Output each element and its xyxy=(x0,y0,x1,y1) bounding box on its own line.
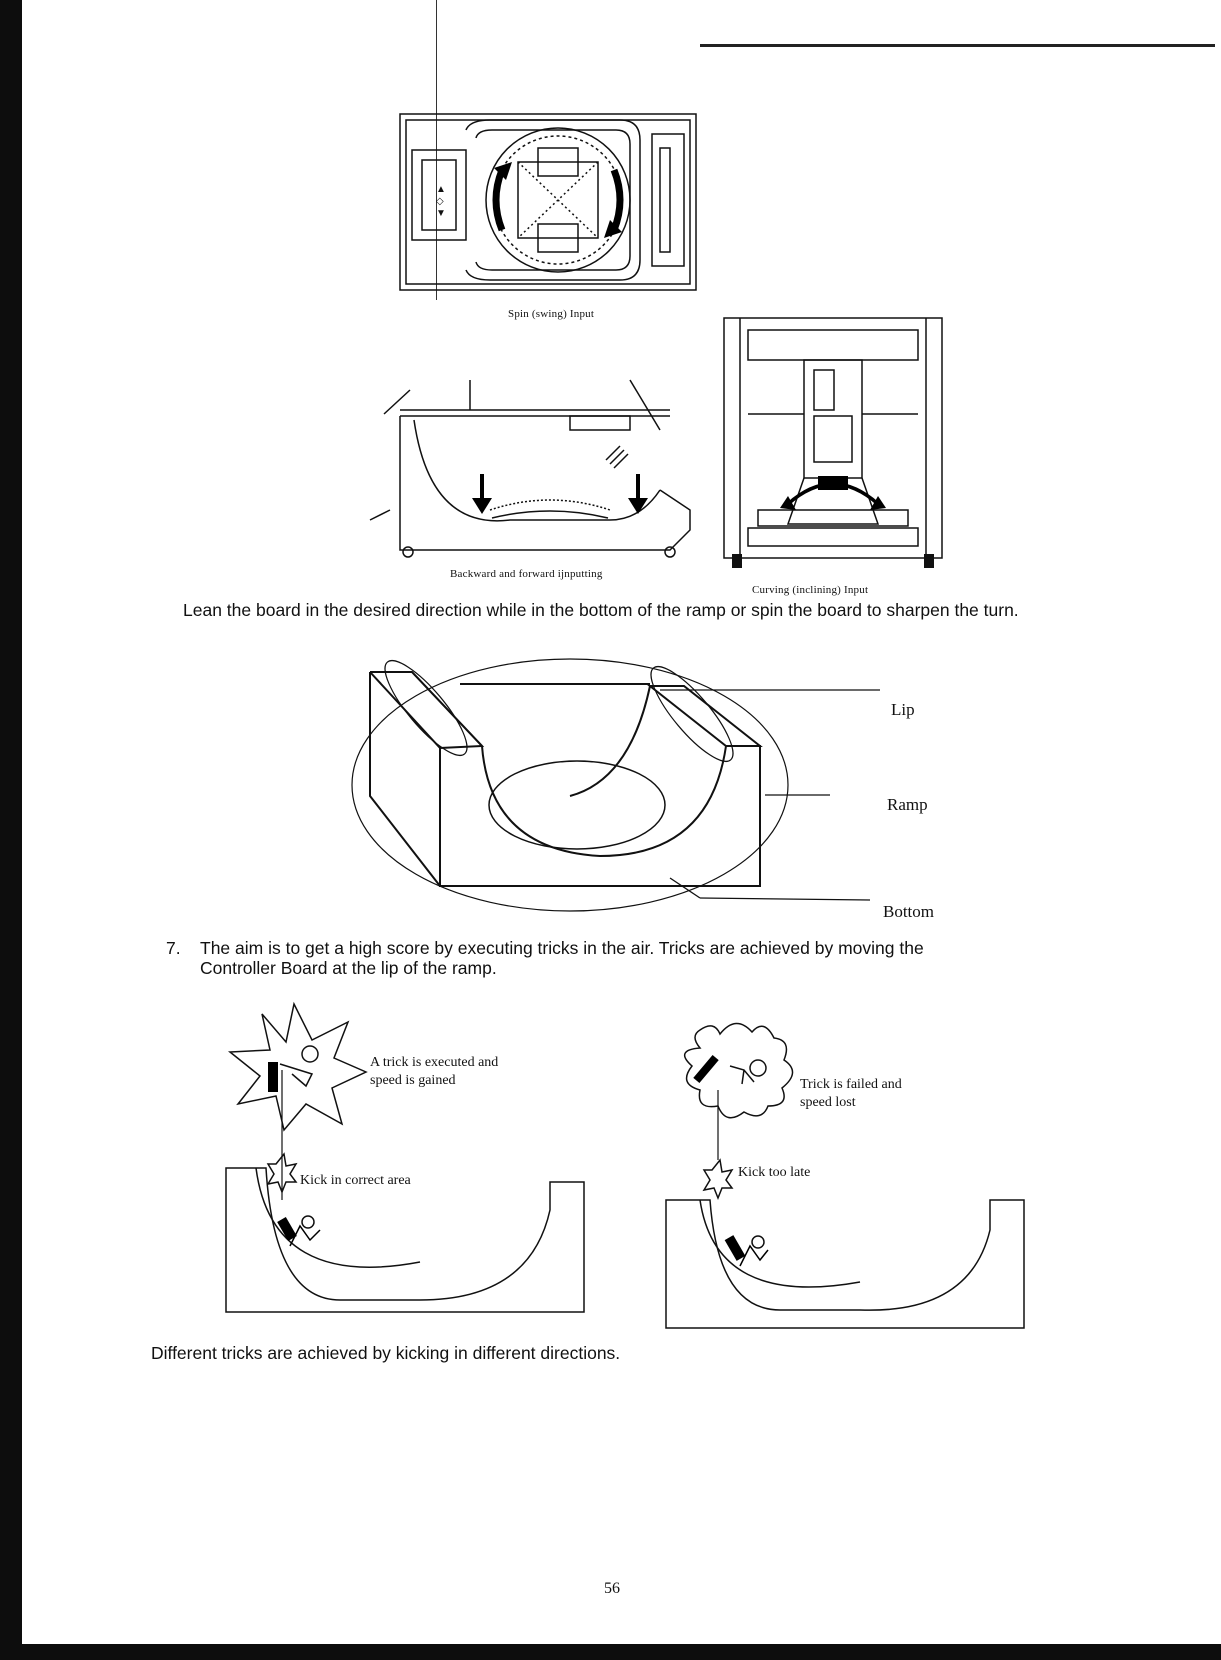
ramp-label: Ramp xyxy=(887,795,928,814)
trick-success-diagram xyxy=(220,1000,600,1330)
svg-text:◇: ◇ xyxy=(436,196,444,207)
lip-label: Lip xyxy=(891,700,915,719)
success-result-line2: speed is gained xyxy=(370,1073,456,1088)
svg-text:▼: ▼ xyxy=(436,208,446,219)
trick-fail-diagram xyxy=(660,1010,1040,1350)
scan-edge-bottom xyxy=(0,1644,1221,1660)
svg-text:▲: ▲ xyxy=(436,184,446,195)
curving-input-figure xyxy=(718,314,948,570)
step7-number: 7. xyxy=(166,938,181,958)
bottom-label: Bottom xyxy=(883,902,935,921)
fail-kick-label: Kick too late xyxy=(738,1165,811,1180)
success-kick-label: Kick in correct area xyxy=(300,1173,411,1188)
step7-line2: Controller Board at the lip of the ramp. xyxy=(200,958,497,978)
success-result-line1: A trick is executed and xyxy=(370,1055,499,1070)
step7-line1: The aim is to get a high score by executing tricks in the air. Tricks are achieved by moving the xyxy=(200,938,924,958)
fail-result-line2: speed lost xyxy=(800,1095,856,1110)
different-tricks-text: Different tricks are achieved by kicking in different directions. xyxy=(151,1343,621,1363)
top-rule xyxy=(700,44,1215,47)
fail-result-line1: Trick is failed and xyxy=(800,1077,902,1092)
spin-input-caption: Spin (swing) Input xyxy=(508,308,595,320)
backward-forward-figure xyxy=(370,370,700,570)
backward-forward-caption: Backward and forward ijnputting xyxy=(450,568,603,580)
spin-input-figure xyxy=(390,100,710,300)
curving-input-caption: Curving (inclining) Input xyxy=(752,584,869,596)
lean-instruction: Lean the board in the desired direction while in the bottom of the ramp or spin the board to sharpen the turn. xyxy=(183,600,1019,620)
page-number: 56 xyxy=(604,1580,620,1597)
ramp-diagram xyxy=(330,650,950,940)
scan-edge-left xyxy=(0,0,22,1660)
